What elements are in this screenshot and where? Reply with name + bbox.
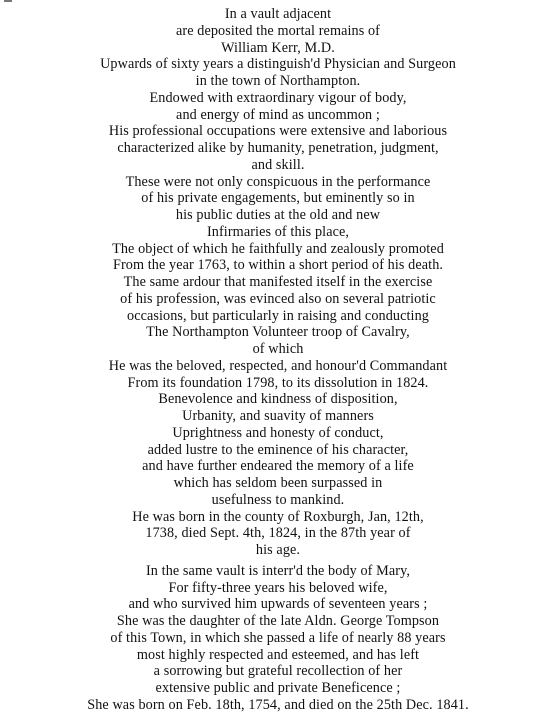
- inscription-line: The Northampton Volunteer troop of Cavalry,: [146, 324, 410, 341]
- inscription-line: usefulness to mankind.: [211, 491, 345, 508]
- inscription-line: 1738, died Sept. 4th, 1824, in the 87th year of: [145, 525, 411, 542]
- inscription-line: Uprightness and honesty of conduct,: [172, 424, 384, 441]
- inscription-line: For fifty-three years his beloved wife,: [168, 579, 388, 596]
- inscription-line: occasions, but particularly in raising and conducting: [127, 307, 429, 324]
- inscription-line: a sorrowing but grateful recollection of her: [153, 663, 403, 680]
- inscription-line: of this Town, in which she passed a life of nearly 88 years: [110, 629, 446, 646]
- inscription-line: These were not only conspicuous in the performance: [125, 173, 431, 190]
- inscription-line: He was the beloved, respected, and honour'd Commandant: [108, 357, 448, 374]
- inscription-line: She was the daughter of the late Aldn. George Tompson: [116, 613, 440, 629]
- inscription-line: The object of which he faithfully and zealously promoted: [112, 240, 444, 257]
- inscription-line: Urbanity, and suavity of manners: [182, 408, 374, 424]
- memorial-inscription: [6, 6, 550, 714]
- inscription-line: added lustre to the eminence of his character,: [147, 441, 409, 458]
- inscription-line: Upwards of sixty years a distinguish'd Physician and Surgeon: [100, 56, 456, 73]
- inscription-line: his age.: [255, 542, 301, 558]
- inscription-line: characterized alike by humanity, penetration, judgment,: [117, 140, 439, 156]
- inscription-line: of his profession, was evinced also on several patriotic: [120, 290, 436, 307]
- inscription-line: of which: [252, 341, 304, 357]
- inscription-line: Infirmaries of this place,: [206, 223, 350, 240]
- inscription-line: Benevolence and kindness of disposition,: [158, 391, 398, 408]
- inscription-line: and energy of mind as uncommon ;: [176, 106, 380, 123]
- inscription-line: From its foundation 1798, to its dissolution in 1824.: [127, 374, 429, 391]
- inscription-line: most highly respected and esteemed, and has left: [136, 646, 420, 663]
- inscription-line: He was born in the county of Roxburgh, Jan, 12th,: [132, 508, 424, 525]
- inscription-line: In a vault adjacent: [224, 6, 332, 22]
- inscription-line: are deposited the mortal remains of: [175, 22, 381, 39]
- inscription-line: in the town of Northampton.: [195, 73, 361, 89]
- inscription-line: She was born on Feb. 18th, 1754, and died on the 25th Dec. 1841.: [87, 696, 469, 713]
- inscription-line: extensive public and private Beneficence ;: [155, 680, 401, 696]
- inscription-line: and skill.: [251, 156, 305, 173]
- inscription-line: In the same vault is interr'd the body of Mary,: [145, 562, 410, 579]
- inscription-line: of his private engagements, but eminently so in: [141, 190, 415, 207]
- inscription-line: which has seldom been surpassed in: [173, 475, 383, 491]
- corner-mark: [4, 0, 12, 2]
- inscription-line: and have further endeared the memory of a life: [142, 458, 414, 475]
- inscription-line: His professional occupations were extensive and laborious: [108, 123, 448, 140]
- inscription-line: Endowed with extraordinary vigour of body,: [149, 89, 407, 106]
- inscription-line: William Kerr, M.D.: [221, 39, 335, 56]
- inscription-line: and who survived him upwards of seventeen years ;: [128, 596, 428, 613]
- inscription-line: From the year 1763, to within a short period of his death.: [112, 257, 444, 274]
- inscription-line: The same ardour that manifested itself in the exercise: [123, 274, 433, 290]
- inscription-line: his public duties at the old and new: [175, 207, 381, 223]
